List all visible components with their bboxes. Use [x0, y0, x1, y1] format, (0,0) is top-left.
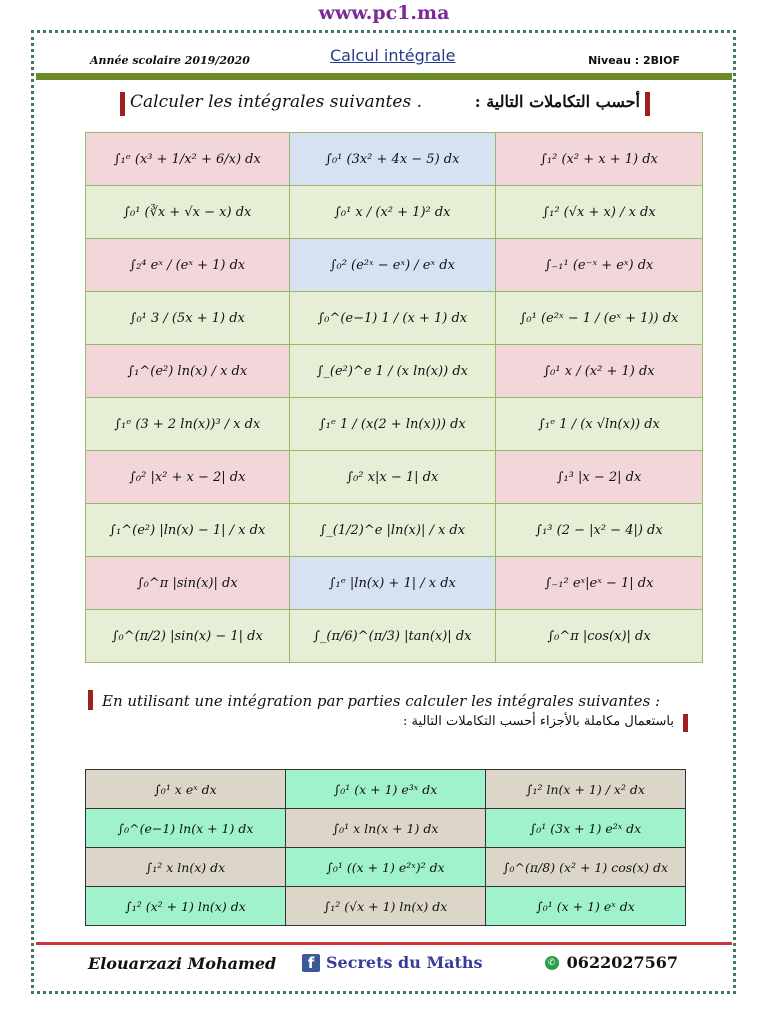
integral-cell: ∫₀^π |cos(x)| dx	[496, 610, 703, 663]
integral-cell: ∫₁^(e²) |ln(x) − 1| / x dx	[86, 504, 290, 557]
school-year: Année scolaire 2019/2020	[90, 54, 250, 67]
integral-cell: ∫₁² (x² + x + 1) dx	[496, 133, 703, 186]
integral-cell: ∫₀¹ x / (x² + 1) dx	[496, 345, 703, 398]
table-row	[86, 292, 703, 345]
integral-cell: ∫₋₁¹ (e⁻ˣ + eˣ) dx	[496, 239, 703, 292]
site-url: www.pc1.ma	[318, 2, 450, 24]
integral-cell: ∫₀¹ (e²ˣ − 1 / (eˣ + 1)) dx	[496, 292, 703, 345]
integral-cell: ∫_(e²)^e 1 / (x ln(x)) dx	[289, 345, 495, 398]
table-row	[86, 398, 703, 451]
integral-cell: ∫₀¹ (3x + 1) e²ˣ dx	[486, 809, 686, 848]
instruction-1-ar: أحسب التكاملات التالية :	[474, 92, 640, 111]
integral-cell: ∫₁³ (2 − |x² − 4|) dx	[496, 504, 703, 557]
integral-cell: ∫_(π/6)^(π/3) |tan(x)| dx	[289, 610, 495, 663]
integral-cell: ∫₁² (x² + 1) ln(x) dx	[86, 887, 286, 926]
integral-cell: ∫₁³ |x − 2| dx	[496, 451, 703, 504]
integrals-table	[85, 132, 703, 663]
table-row	[86, 610, 703, 663]
integral-cell: ∫₀¹ (x + 1) e³ˣ dx	[286, 770, 486, 809]
facebook	[302, 953, 483, 972]
table-row	[86, 809, 686, 848]
integral-cell: ∫₀² x|x − 1| dx	[289, 451, 495, 504]
ipp-table	[85, 769, 686, 926]
table-row	[86, 557, 703, 610]
integral-cell: ∫₋₁² eˣ|eˣ − 1| dx	[496, 557, 703, 610]
phone-number: 0622027567	[566, 953, 678, 972]
integral-cell: ∫_(1/2)^e |ln(x)| / x dx	[289, 504, 495, 557]
instruction-2-fr: En utilisant une intégration par parties calculer les intégrales suivantes :	[102, 692, 661, 710]
table-row	[86, 770, 686, 809]
integral-cell: ∫₀¹ 3 / (5x + 1) dx	[86, 292, 290, 345]
footer-divider	[36, 942, 732, 945]
integral-cell: ∫₀² (e²ˣ − eˣ) / eˣ dx	[289, 239, 495, 292]
footer	[40, 952, 730, 978]
instruction-2	[88, 690, 688, 740]
facebook-page: Secrets du Maths	[326, 953, 483, 972]
instruction-1	[120, 92, 650, 116]
integral-cell: ∫₀¹ ((x + 1) e²ˣ)² dx	[286, 848, 486, 887]
instruction-2-ar: باستعمال مكاملة بالأجزاء أحسب التكاملات التالية :	[403, 714, 674, 729]
integral-cell: ∫₀¹ x / (x² + 1)² dx	[289, 186, 495, 239]
author: Elouarzazi Mohamed	[88, 954, 277, 973]
integral-cell: ∫₀¹ (∛x + √x − x) dx	[86, 186, 290, 239]
integral-cell: ∫₀¹ x ln(x + 1) dx	[286, 809, 486, 848]
integral-cell: ∫₀^π |sin(x)| dx	[86, 557, 290, 610]
marker-right-2	[683, 714, 688, 732]
table-row	[86, 345, 703, 398]
marker-right	[645, 92, 650, 116]
integral-cell: ∫₀¹ (x + 1) eˣ dx	[486, 887, 686, 926]
integral-cell: ∫₀¹ x eˣ dx	[86, 770, 286, 809]
integral-cell: ∫₁ᵉ (3 + 2 ln(x))³ / x dx	[86, 398, 290, 451]
table-row	[86, 133, 703, 186]
integral-cell: ∫₁ᵉ 1 / (x √ln(x)) dx	[496, 398, 703, 451]
table-row	[86, 504, 703, 557]
integral-cell: ∫₀^(π/8) (x² + 1) cos(x) dx	[486, 848, 686, 887]
table-row	[86, 887, 686, 926]
integral-cell: ∫₁^(e²) ln(x) / x dx	[86, 345, 290, 398]
table-row	[86, 186, 703, 239]
page-title: Calcul intégrale	[330, 46, 456, 65]
integral-cell: ∫₁² (√x + x) / x dx	[496, 186, 703, 239]
integral-cell: ∫₁ᵉ 1 / (x(2 + ln(x))) dx	[289, 398, 495, 451]
header-divider	[36, 73, 732, 80]
level: Niveau : 2BIOF	[588, 54, 680, 67]
table-row	[86, 239, 703, 292]
facebook-icon: f	[302, 954, 320, 972]
integral-cell: ∫₀^(e−1) ln(x + 1) dx	[86, 809, 286, 848]
integral-cell: ∫₁ᵉ (x³ + 1/x² + 6/x) dx	[86, 133, 290, 186]
integral-cell: ∫₀¹ (3x² + 4x − 5) dx	[289, 133, 495, 186]
marker-left-2	[88, 690, 93, 710]
instruction-1-fr: Calculer les intégrales suivantes .	[130, 92, 422, 112]
integral-cell: ∫₀² |x² + x − 2| dx	[86, 451, 290, 504]
phone	[545, 953, 678, 972]
integral-cell: ∫₂⁴ eˣ / (eˣ + 1) dx	[86, 239, 290, 292]
table-row	[86, 451, 703, 504]
integral-cell: ∫₁² x ln(x) dx	[86, 848, 286, 887]
integral-cell: ∫₁² (√x + 1) ln(x) dx	[286, 887, 486, 926]
integral-cell: ∫₁ᵉ |ln(x) + 1| / x dx	[289, 557, 495, 610]
marker-left	[120, 92, 125, 116]
table-row	[86, 848, 686, 887]
integral-cell: ∫₁² ln(x + 1) / x² dx	[486, 770, 686, 809]
integral-cell: ∫₀^(π/2) |sin(x) − 1| dx	[86, 610, 290, 663]
integral-cell: ∫₀^(e−1) 1 / (x + 1) dx	[289, 292, 495, 345]
whatsapp-icon: ✆	[545, 956, 559, 970]
